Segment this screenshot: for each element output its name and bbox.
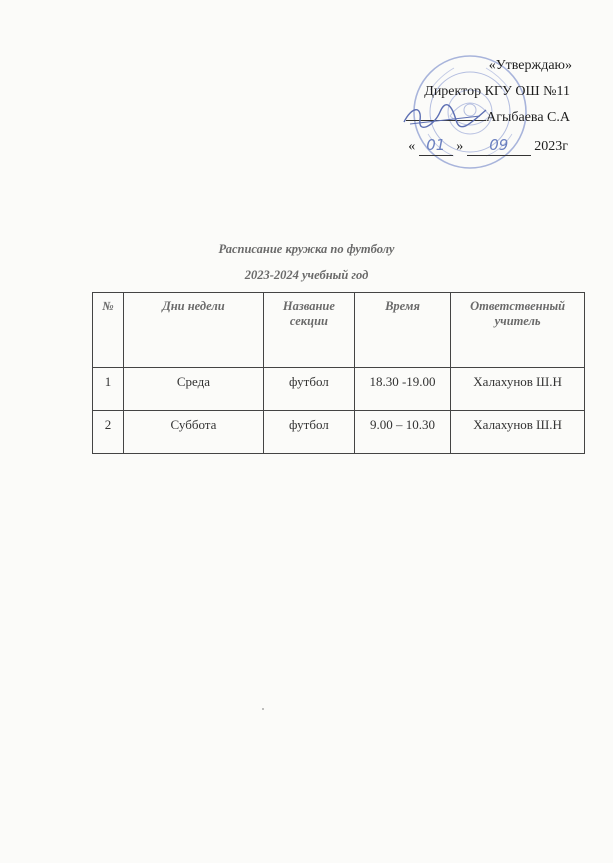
cell-section: футбол bbox=[264, 411, 355, 454]
date-close-quote: » bbox=[456, 139, 464, 154]
approval-block bbox=[380, 50, 580, 180]
cell-day: Суббота bbox=[123, 411, 263, 454]
document-title: Расписание кружка по футболу bbox=[218, 242, 395, 256]
date-month: 09 bbox=[489, 136, 509, 154]
cell-teacher: Халахунов Ш.Н bbox=[451, 368, 585, 411]
date-open-quote: « bbox=[408, 139, 416, 154]
schedule-table bbox=[92, 292, 585, 454]
header-teacher: Ответственный учитель bbox=[451, 293, 585, 368]
table-row bbox=[93, 411, 585, 454]
document-subtitle: 2023-2024 учебный год bbox=[244, 268, 369, 282]
header-days: Дни недели bbox=[123, 293, 263, 368]
cell-number: 1 bbox=[93, 368, 124, 411]
cell-teacher: Халахунов Ш.Н bbox=[451, 411, 585, 454]
approval-signer: Агыбаева С.А bbox=[486, 110, 570, 125]
date-year: 2023г bbox=[534, 139, 568, 154]
header-number: № bbox=[93, 293, 124, 368]
cell-day: Среда bbox=[123, 368, 263, 411]
cell-number: 2 bbox=[93, 411, 124, 454]
date-day: 01 bbox=[426, 136, 446, 154]
cell-time: 18.30 -19.00 bbox=[354, 368, 450, 411]
paper-speck bbox=[262, 708, 264, 710]
cell-time: 9.00 – 10.30 bbox=[354, 411, 450, 454]
approval-heading: «Утверждаю» bbox=[488, 58, 572, 73]
table-header-row bbox=[93, 293, 585, 368]
header-time: Время bbox=[354, 293, 450, 368]
table-row bbox=[93, 368, 585, 411]
header-section: Название секции bbox=[264, 293, 355, 368]
cell-section: футбол bbox=[264, 368, 355, 411]
approval-position: Директор КГУ ОШ №11 bbox=[424, 84, 570, 99]
approval-date bbox=[408, 136, 568, 156]
signature bbox=[400, 102, 490, 130]
